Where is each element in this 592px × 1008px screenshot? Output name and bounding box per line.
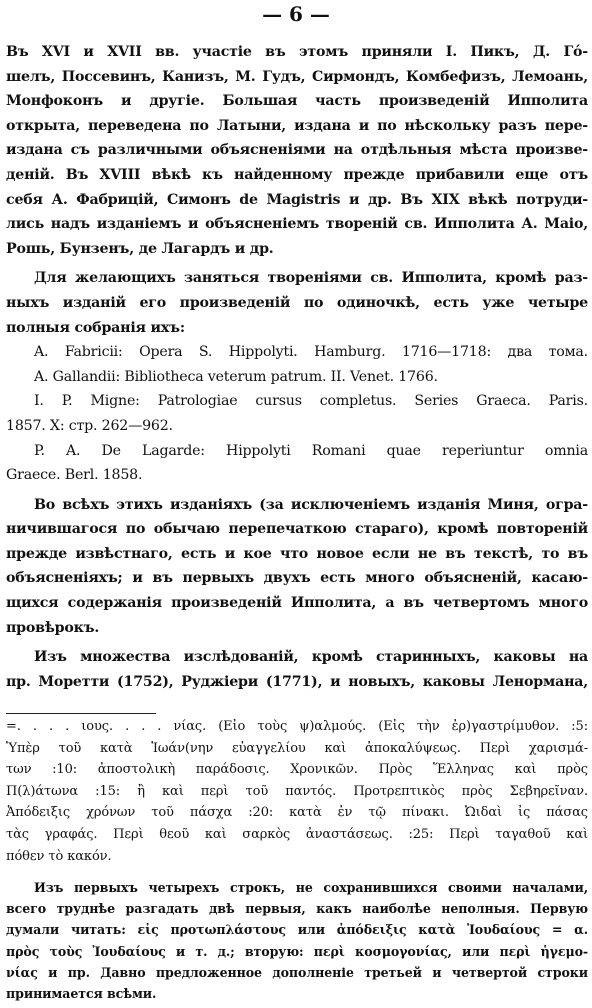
edition-line: P. A. De Lagarde: Hippolyti Romani quae reperiuntur omnia — [34, 442, 588, 459]
main-line: щихся содержанія произведеній Ипполита, а въ четвертомъ много — [6, 595, 588, 612]
main-line: Изъ множества изслѣдованій, кромѣ старинныхъ, каковы на — [34, 649, 588, 666]
main-line: пр. Моретти (1752), Руджіери (1771), и новыхъ, каковы Ленормана, — [6, 673, 588, 690]
main-line: деній. Въ XVIII вѣкѣ къ найденному прежде прибавили еще отъ — [6, 166, 588, 183]
edition-line: Graece. Berl. 1858. — [6, 467, 143, 484]
main-line: шелъ, Поссевинъ, Канизъ, М. Гудъ, Сирмондъ, Комбефизъ, Лемоань, — [6, 68, 588, 85]
footnote-line: =. . . . ιους. . . . νίας. (Εἰο τοὺς ψ)αλμούς. (Εἰς τὴν ἐρ)γαστρίμυθον. :5: — [6, 719, 588, 734]
main-line: Во всѣхъ этихъ изданіяхъ (за исключеніемъ изданія Миня, огра- — [34, 496, 588, 513]
commentary-line: всего труднѣе разгадать двѣ первыя, какъ наиболѣе неполныя. Первую — [6, 901, 588, 917]
footnote-rule — [6, 713, 156, 714]
commentary-line: думали читать: εἰς προτωπλάστους или ἀπόδειξις κατὰ Ἰουδαίους = α. — [6, 922, 588, 938]
commentary-line: Изъ первыхъ четырехъ строкъ, не сохранившихся своими началами, — [34, 880, 588, 895]
main-line: себя А. Фабрицій, Симонъ de Magistris и др. Въ XIX вѣкѣ потруди- — [6, 191, 588, 208]
edition-line: A. Fabricii: Opera S. Hippolyti. Hamburg. 1716—1718: два тома. — [34, 344, 588, 361]
commentary-line: принимается всѣми. — [6, 986, 157, 1002]
footnote-line: Π(λ)άτωνα :15: ἢ καὶ περὶ τοῦ παντός. Προτρεπτικὸς πρὸς Σεβηρεῖναν. — [6, 783, 588, 799]
main-line: полныя собранія ихъ: — [6, 319, 185, 336]
footnote-line: τὰς γραφάς. Περὶ θεοῦ καὶ σαρκὸς ἀναστάσεως. :25: Περὶ ταγαθοῦ καὶ — [6, 826, 588, 842]
main-line: Въ XVI и XVII вв. участіе въ этомъ приняли I. Пикъ, Д. Гό- — [6, 44, 588, 60]
main-line: открыта, переведена по Латыни, издана и по нѣскольку разъ пере- — [6, 117, 588, 134]
commentary-footnote — [6, 877, 588, 1004]
main-line: Для желающихъ заняться твореніями св. Ипполита, кромѣ раз- — [34, 270, 588, 287]
main-line: лись надъ изданіемъ и объясненіемъ твореній св. Ипполита А. Маіо, — [6, 216, 588, 233]
main-line: Монфоконъ и другіе. Большая часть произведеній Ипполита — [6, 93, 588, 110]
main-line: объясненіяхъ; и въ первыхъ двухъ есть много объясненій, касаю- — [6, 570, 588, 587]
main-line: провѣрокъ. — [6, 619, 100, 636]
commentary-line: νίας и пр. Давно предложенное дополненіе третьей и четвертой строки — [6, 964, 588, 980]
commentary-line: πρὸς τοὺς Ἰουδαίους и т. д.; вторую: περὶ κοσμογονίας, или περὶ ἡγεμο- — [6, 943, 588, 959]
footnote-line: των :10: ἀποστολικὴ παράδοσις. Χρονικῶν. Πρὸς Ἕλληνας καὶ πρὸς — [6, 762, 588, 778]
edition-line: A. Gallandii: Bibliotheca veterum patrum. II. Venet. 1766. — [34, 368, 438, 385]
edition-line: 1857. X: стр. 262—962. — [6, 417, 173, 434]
main-line: ничившагося по обычаю перепечаткою стараго), кромѣ повтореній — [6, 521, 588, 538]
greek-footnote — [6, 716, 588, 867]
main-line: ныхъ изданій его произведеній по одиночкѣ, есть уже четыре — [6, 294, 588, 311]
footnote-line: πόθεν τὸ κακόν. — [6, 848, 112, 864]
main-line: издана съ различными объясненіями на отдѣльныя мѣста произве- — [6, 142, 588, 159]
main-line: прежде извѣстнаго, есть и кое что новое если не въ текстѣ, то въ — [6, 545, 588, 562]
page-number: — 6 — — [262, 2, 330, 26]
footnote-line: Ὑπὲρ τοῦ κατὰ Ἰωάν(νην εὐαγγελίου καὶ ἀποκαλύψεως. Περὶ χαρισμά- — [6, 740, 588, 756]
edition-line: I. P. Migne: Patrologiae cursus completus. Series Graeca. Paris. — [34, 393, 588, 410]
main-line: Рошь, Бунзенъ, де Лагардъ и др. — [6, 240, 274, 257]
main-text — [6, 40, 588, 694]
footnote-line: Ἀπόδειξις χρόνων τοῦ πάσχα :20: κατὰ ἐν τῷ πίνακι. Ὠιδαὶ ἰς πάσας — [6, 805, 588, 821]
editions-list — [6, 340, 588, 488]
